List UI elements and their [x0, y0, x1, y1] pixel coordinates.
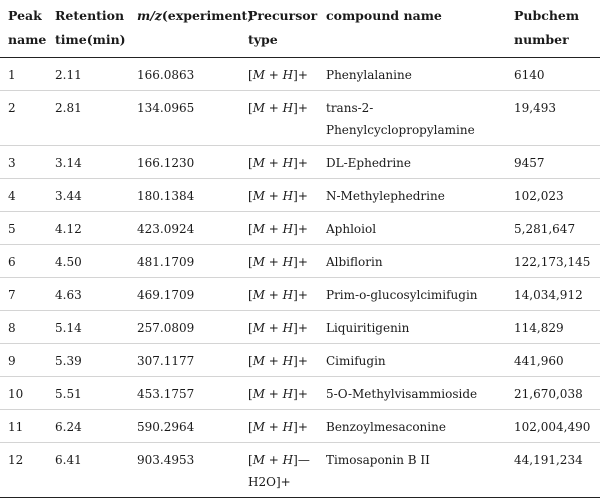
header-row	[0, 0, 600, 58]
compound-name: Albiflorin	[326, 255, 383, 269]
peak-cell: 10	[0, 377, 47, 410]
retention-time-cell: 3.44	[47, 179, 129, 212]
header-retention-time: Retention time(min)	[47, 0, 129, 58]
mz-cell: 423.0924	[129, 212, 240, 245]
peak-cell: 6	[0, 245, 47, 278]
compound-name-cell	[318, 443, 506, 498]
table-header	[0, 0, 600, 58]
peak-cell: 2	[0, 91, 47, 146]
compound-name: Timosaponin B II	[326, 453, 430, 467]
precursor-suffix: +	[297, 288, 308, 302]
peak-cell: 11	[0, 410, 47, 443]
pubchem-number-cell: 102,004,490	[506, 410, 600, 443]
mz-cell: 166.1230	[129, 146, 240, 179]
precursor-suffix: +	[297, 189, 308, 203]
compound-name-cell	[318, 410, 506, 443]
pubchem-number-cell: 102,023	[506, 179, 600, 212]
mz-cell: 481.1709	[129, 245, 240, 278]
peak-cell: 9	[0, 344, 47, 377]
precursor-type-cell: [M + H]+	[240, 377, 318, 410]
mz-cell: 307.1177	[129, 344, 240, 377]
precursor-suffix: +	[297, 420, 308, 434]
peak-cell: 3	[0, 146, 47, 179]
compound-name: 5-O-Methylvisammioside	[326, 387, 478, 401]
precursor-type-cell: [M + H]+	[240, 245, 318, 278]
compound-name-cell	[318, 278, 506, 311]
compound-name: Prim-o-glucosylcimifugin	[326, 288, 478, 302]
table-row	[0, 311, 600, 344]
retention-time-cell: 6.24	[47, 410, 129, 443]
precursor-type-cell: [M + H]+	[240, 278, 318, 311]
table-row	[0, 278, 600, 311]
compound-name-cell	[318, 245, 506, 278]
peak-cell: 8	[0, 311, 47, 344]
table-row	[0, 212, 600, 245]
precursor-suffix: +	[297, 156, 308, 170]
compound-name-cell	[318, 58, 506, 91]
compound-name: Benzoylmesaconine	[326, 420, 446, 434]
peak-cell: 7	[0, 278, 47, 311]
compound-name: trans-2-	[326, 101, 374, 115]
precursor-type-cell: [M + H]+	[240, 91, 318, 146]
pubchem-number-cell: 14,034,912	[506, 278, 600, 311]
header-precursor-type: Precursor type	[240, 0, 318, 58]
precursor-suffix: +	[297, 101, 308, 115]
mz-cell: 469.1709	[129, 278, 240, 311]
precursor-type-cell: [M + H]+	[240, 146, 318, 179]
pubchem-number-cell: 114,829	[506, 311, 600, 344]
compound-name-line2: Phenylcyclopropylamine	[326, 123, 475, 137]
retention-time-cell: 4.12	[47, 212, 129, 245]
header-mz: m/z(experiment)	[129, 0, 240, 58]
mz-cell: 590.2964	[129, 410, 240, 443]
mz-cell: 180.1384	[129, 179, 240, 212]
header-peak-name: Peak name	[0, 0, 47, 58]
precursor-suffix: +	[297, 68, 308, 82]
header-pubchem-number: Pubchem number	[506, 0, 600, 58]
retention-time-cell: 6.41	[47, 443, 129, 498]
compound-name-cell	[318, 311, 506, 344]
retention-time-cell: 4.63	[47, 278, 129, 311]
pubchem-number-cell: 9457	[506, 146, 600, 179]
precursor-type-cell: [M + H]+	[240, 212, 318, 245]
retention-time-cell: 5.51	[47, 377, 129, 410]
compound-name-cell	[318, 212, 506, 245]
precursor-type-cell: [M + H]+	[240, 179, 318, 212]
peak-cell: 1	[0, 58, 47, 91]
pubchem-number-cell: 122,173,145	[506, 245, 600, 278]
precursor-type-cell: [M + H]+	[240, 410, 318, 443]
peak-cell: 5	[0, 212, 47, 245]
precursor-type-cell: [M + H]+	[240, 58, 318, 91]
table-row	[0, 344, 600, 377]
compound-name-cell	[318, 146, 506, 179]
retention-time-cell: 2.11	[47, 58, 129, 91]
mz-cell: 257.0809	[129, 311, 240, 344]
mz-cell: 453.1757	[129, 377, 240, 410]
precursor-suffix: +	[297, 321, 308, 335]
pubchem-number-cell: 6140	[506, 58, 600, 91]
compound-name-cell	[318, 91, 506, 146]
pubchem-number-cell: 21,670,038	[506, 377, 600, 410]
table-row	[0, 58, 600, 91]
compound-name-cell	[318, 344, 506, 377]
table-row	[0, 146, 600, 179]
retention-time-cell: 5.14	[47, 311, 129, 344]
mz-cell: 166.0863	[129, 58, 240, 91]
precursor-suffix: +	[297, 222, 308, 236]
pubchem-number-cell: 5,281,647	[506, 212, 600, 245]
compound-name-cell	[318, 179, 506, 212]
retention-time-cell: 4.50	[47, 245, 129, 278]
precursor-suffix: +	[297, 354, 308, 368]
precursor-type-cell: [M + H]+	[240, 311, 318, 344]
table-row	[0, 377, 600, 410]
retention-time-cell: 2.81	[47, 91, 129, 146]
precursor-suffix: +	[297, 255, 308, 269]
pubchem-number-cell: 441,960	[506, 344, 600, 377]
peak-cell: 12	[0, 443, 47, 498]
peak-cell: 4	[0, 179, 47, 212]
compound-name: Phenylalanine	[326, 68, 412, 82]
precursor-suffix: +	[297, 387, 308, 401]
precursor-suffix: —	[297, 453, 310, 467]
mz-cell: 903.4953	[129, 443, 240, 498]
retention-time-cell: 3.14	[47, 146, 129, 179]
precursor-type-cell: [M + H]— H2O]+	[240, 443, 318, 498]
precursor-type-cell: [M + H]+	[240, 344, 318, 377]
table-row	[0, 179, 600, 212]
table-row	[0, 245, 600, 278]
pubchem-number-cell: 44,191,234	[506, 443, 600, 498]
mz-cell: 134.0965	[129, 91, 240, 146]
pubchem-number-cell: 19,493	[506, 91, 600, 146]
compound-name: N-Methylephedrine	[326, 189, 445, 203]
compound-name: Liquiritigenin	[326, 321, 410, 335]
compound-name: Aphloiol	[326, 222, 377, 236]
compound-name: DL-Ephedrine	[326, 156, 412, 170]
precursor-line2: H2O]+	[248, 475, 291, 489]
table-row	[0, 410, 600, 443]
compound-name-cell	[318, 377, 506, 410]
compound-name: Cimifugin	[326, 354, 386, 368]
table-row	[0, 443, 600, 498]
header-compound-name: compound name	[318, 0, 506, 58]
table-row	[0, 91, 600, 146]
table-body	[0, 58, 600, 498]
retention-time-cell: 5.39	[47, 344, 129, 377]
